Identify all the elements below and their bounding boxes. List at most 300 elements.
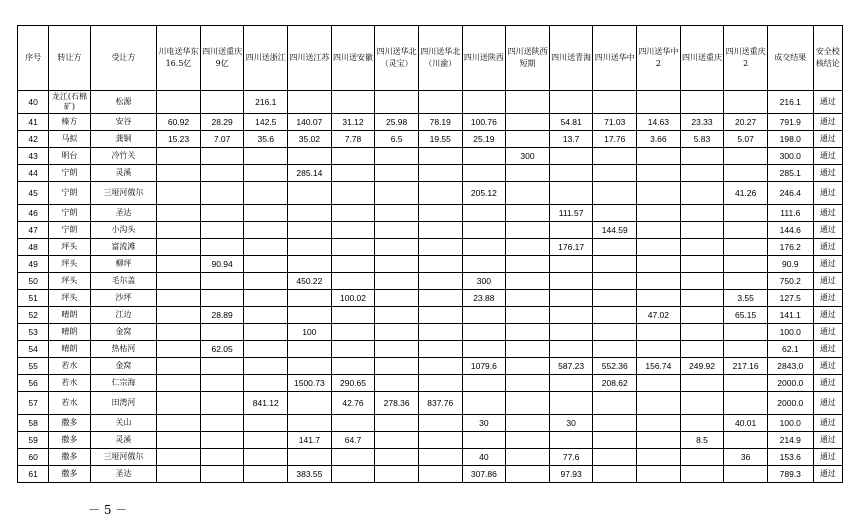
table-cell (637, 432, 681, 449)
table-cell: 90.9 (767, 256, 813, 273)
table-row (18, 182, 843, 205)
table-cell: 通过 (813, 392, 842, 415)
table-cell: 通过 (813, 449, 842, 466)
table-cell (637, 415, 681, 432)
table-cell: 71.03 (593, 114, 637, 131)
table-cell: 通过 (813, 131, 842, 148)
table-cell (462, 307, 506, 324)
table-cell: 214.9 (767, 432, 813, 449)
table-cell (549, 222, 593, 239)
table-cell (200, 239, 244, 256)
table-cell (593, 182, 637, 205)
table-cell: 35.6 (244, 131, 288, 148)
table-cell: 111.57 (549, 205, 593, 222)
table-cell (506, 222, 550, 239)
table-cell: 通过 (813, 290, 842, 307)
table-cell (200, 324, 244, 341)
table-cell: 安谷 (90, 114, 156, 131)
table-cell (462, 341, 506, 358)
table-cell: 307.86 (462, 466, 506, 483)
table-cell: 7.78 (331, 131, 375, 148)
table-cell: 144.6 (767, 222, 813, 239)
table-cell (549, 392, 593, 415)
column-header: 四川送重庆 (680, 26, 724, 91)
table-cell (157, 239, 201, 256)
table-cell (375, 415, 419, 432)
table-cell (331, 148, 375, 165)
table-cell: 64.7 (331, 432, 375, 449)
table-cell (288, 341, 332, 358)
table-cell (331, 449, 375, 466)
table-cell: 141.7 (288, 432, 332, 449)
table-cell (680, 375, 724, 392)
table-cell (418, 341, 462, 358)
table-cell (418, 239, 462, 256)
table-cell (549, 324, 593, 341)
table-cell: 789.3 (767, 466, 813, 483)
table-cell (375, 466, 419, 483)
table-cell (375, 256, 419, 273)
page-number: － 5 － (88, 503, 128, 517)
table-cell (462, 375, 506, 392)
column-header: 川电送华东16.5亿 (157, 26, 201, 91)
table-row (18, 290, 843, 307)
table-row (18, 165, 843, 182)
table-cell: 松源 (90, 91, 156, 114)
table-cell (680, 290, 724, 307)
table-cell: 383.55 (288, 466, 332, 483)
table-cell (157, 165, 201, 182)
table-cell (593, 239, 637, 256)
table-cell (418, 449, 462, 466)
table-cell (157, 148, 201, 165)
table-cell (637, 324, 681, 341)
table-cell (506, 91, 550, 114)
column-header: 序号 (18, 26, 49, 91)
table-cell: 热枯河 (90, 341, 156, 358)
table-cell (244, 222, 288, 239)
table-cell (200, 432, 244, 449)
table-cell (593, 466, 637, 483)
table-cell (200, 205, 244, 222)
table-cell: 791.9 (767, 114, 813, 131)
table-cell (506, 324, 550, 341)
table-cell (244, 273, 288, 290)
table-cell: 江边 (90, 307, 156, 324)
column-header: 受让方 (90, 26, 156, 91)
table-cell: 若水 (49, 392, 91, 415)
table-cell: 通过 (813, 432, 842, 449)
table-body (18, 91, 843, 483)
table-cell: 31.12 (331, 114, 375, 131)
table-cell (724, 239, 768, 256)
table-cell (244, 375, 288, 392)
table-cell (157, 375, 201, 392)
table-row (18, 415, 843, 432)
table-cell: 田湾河 (90, 392, 156, 415)
table-cell: 176.17 (549, 239, 593, 256)
table-cell: 通过 (813, 324, 842, 341)
table-cell: 通过 (813, 358, 842, 375)
table-cell (680, 415, 724, 432)
table-cell (288, 239, 332, 256)
table-cell (418, 165, 462, 182)
table-cell: 60.92 (157, 114, 201, 131)
table-cell (724, 273, 768, 290)
table-cell: 坪头 (49, 239, 91, 256)
table-cell (549, 341, 593, 358)
table-cell (680, 449, 724, 466)
table-cell (593, 273, 637, 290)
table-cell: 153.6 (767, 449, 813, 466)
table-cell (375, 148, 419, 165)
table-cell (549, 148, 593, 165)
table-cell: 837.76 (418, 392, 462, 415)
table-cell: 灵溪 (90, 165, 156, 182)
table-cell (593, 307, 637, 324)
table-cell (637, 165, 681, 182)
column-header: 四川送重庆2 (724, 26, 768, 91)
table-cell (506, 307, 550, 324)
table-cell: 205.12 (462, 182, 506, 205)
table-cell (375, 449, 419, 466)
column-header: 四川送青海 (549, 26, 593, 91)
table-cell (418, 358, 462, 375)
table-cell (157, 273, 201, 290)
table-cell (549, 432, 593, 449)
table-cell (331, 358, 375, 375)
table-cell: 通过 (813, 165, 842, 182)
table-cell: 176.2 (767, 239, 813, 256)
table-cell (244, 205, 288, 222)
table-cell (418, 324, 462, 341)
table-cell: 圣达 (90, 466, 156, 483)
table-cell (462, 392, 506, 415)
table-row (18, 222, 843, 239)
table-cell: 柳坪 (90, 256, 156, 273)
table-cell (724, 341, 768, 358)
table-cell: 57 (18, 392, 49, 415)
table-cell (375, 222, 419, 239)
table-cell (680, 324, 724, 341)
column-header: 四川送陕西 (462, 26, 506, 91)
table-cell (288, 392, 332, 415)
table-cell (506, 239, 550, 256)
table-cell (637, 375, 681, 392)
table-cell: 40.01 (724, 415, 768, 432)
table-cell: 5.07 (724, 131, 768, 148)
column-header: 四川送华中2 (637, 26, 681, 91)
table-cell: 841.12 (244, 392, 288, 415)
table-cell (506, 375, 550, 392)
table-cell: 35.02 (288, 131, 332, 148)
table-cell: 144.59 (593, 222, 637, 239)
table-cell (724, 205, 768, 222)
table-cell (637, 222, 681, 239)
table-cell: 54.81 (549, 114, 593, 131)
table-cell (244, 324, 288, 341)
column-header: 成交结果 (767, 26, 813, 91)
table-cell (418, 466, 462, 483)
table-cell (549, 307, 593, 324)
table-cell (244, 341, 288, 358)
table-row (18, 239, 843, 256)
table-cell: 217.16 (724, 358, 768, 375)
table-cell: 78.19 (418, 114, 462, 131)
table-cell: 41 (18, 114, 49, 131)
table-cell: 100.02 (331, 290, 375, 307)
table-cell (724, 256, 768, 273)
table-cell: 52 (18, 307, 49, 324)
table-cell: 50 (18, 273, 49, 290)
table-cell: 坪头 (49, 256, 91, 273)
table-cell (375, 358, 419, 375)
table-cell (506, 114, 550, 131)
table-cell (200, 358, 244, 375)
table-cell (506, 432, 550, 449)
table-cell: 56 (18, 375, 49, 392)
table-cell (418, 307, 462, 324)
table-cell: 587.23 (549, 358, 593, 375)
table-cell (506, 466, 550, 483)
table-cell (637, 256, 681, 273)
table-cell (331, 341, 375, 358)
table-cell: 13.7 (549, 131, 593, 148)
table-cell: 249.92 (680, 358, 724, 375)
table-cell: 77.6 (549, 449, 593, 466)
table-cell: 撒多 (49, 466, 91, 483)
table-cell (244, 165, 288, 182)
table-cell: 毛尔盖 (90, 273, 156, 290)
table-cell: 若水 (49, 358, 91, 375)
table-cell (200, 222, 244, 239)
table-cell (418, 290, 462, 307)
table-cell: 750.2 (767, 273, 813, 290)
table-cell (506, 205, 550, 222)
table-cell: 25.98 (375, 114, 419, 131)
table-cell (157, 415, 201, 432)
table-cell: 14.63 (637, 114, 681, 131)
column-header: 安全校核结论 (813, 26, 842, 91)
table-cell: 111.6 (767, 205, 813, 222)
table-cell (418, 148, 462, 165)
table-cell: 47.02 (637, 307, 681, 324)
table-cell: 通过 (813, 307, 842, 324)
table-cell: 3.55 (724, 290, 768, 307)
table-cell (724, 392, 768, 415)
column-header: 四川送江苏 (288, 26, 332, 91)
table-cell (680, 182, 724, 205)
table-cell (157, 290, 201, 307)
table-cell (593, 256, 637, 273)
table-cell: 关山 (90, 415, 156, 432)
column-header: 四川送安徽 (331, 26, 375, 91)
table-cell (462, 165, 506, 182)
table-cell (593, 324, 637, 341)
table-cell: 46 (18, 205, 49, 222)
table-cell (724, 165, 768, 182)
table-cell (724, 375, 768, 392)
table-cell (637, 91, 681, 114)
table-cell: 100 (288, 324, 332, 341)
table-cell (549, 91, 593, 114)
table-cell (331, 165, 375, 182)
table-cell: 198.0 (767, 131, 813, 148)
table-cell (244, 290, 288, 307)
table-cell: 2843.0 (767, 358, 813, 375)
table-cell: 51 (18, 290, 49, 307)
table-cell: 19.55 (418, 131, 462, 148)
table-cell (506, 415, 550, 432)
table-row (18, 341, 843, 358)
table-cell: 141.1 (767, 307, 813, 324)
table-cell (724, 324, 768, 341)
table-cell (593, 290, 637, 307)
table-cell: 20.27 (724, 114, 768, 131)
table-cell (200, 415, 244, 432)
table-cell (506, 290, 550, 307)
table-cell (200, 273, 244, 290)
table-cell (244, 432, 288, 449)
table-cell (288, 449, 332, 466)
table-cell (637, 449, 681, 466)
table-cell (200, 290, 244, 307)
table-cell (724, 148, 768, 165)
table-cell (331, 273, 375, 290)
table-cell (506, 341, 550, 358)
table-cell (157, 449, 201, 466)
table-cell (157, 466, 201, 483)
table-cell: 300 (506, 148, 550, 165)
table-cell (200, 91, 244, 114)
table-cell (375, 91, 419, 114)
table-cell: 三垭河俄尔 (90, 449, 156, 466)
table-cell: 41.26 (724, 182, 768, 205)
table-cell (200, 165, 244, 182)
table-cell (418, 432, 462, 449)
table-cell (244, 358, 288, 375)
table-cell (375, 205, 419, 222)
table-cell (506, 449, 550, 466)
table-cell (593, 165, 637, 182)
table-cell: 278.36 (375, 392, 419, 415)
table-cell (680, 148, 724, 165)
table-cell (200, 375, 244, 392)
table-cell: 晴朗 (49, 341, 91, 358)
column-header: 转让方 (49, 26, 91, 91)
table-cell (418, 182, 462, 205)
table-cell (418, 375, 462, 392)
table-cell: 1079.6 (462, 358, 506, 375)
table-row (18, 466, 843, 483)
table-cell (157, 341, 201, 358)
table-cell: 23.88 (462, 290, 506, 307)
table-cell (244, 307, 288, 324)
table-row (18, 91, 843, 114)
table-row (18, 131, 843, 148)
table-row (18, 256, 843, 273)
table-cell (157, 256, 201, 273)
table-cell: 明台 (49, 148, 91, 165)
table-cell (200, 449, 244, 466)
table-cell: 3.66 (637, 131, 681, 148)
table-cell (637, 392, 681, 415)
table-cell (157, 182, 201, 205)
table-cell (680, 165, 724, 182)
table-cell (418, 91, 462, 114)
table-cell (549, 273, 593, 290)
table-cell: 撒多 (49, 415, 91, 432)
table-cell: 30 (462, 415, 506, 432)
table-cell: 宁朗 (49, 205, 91, 222)
table-cell (637, 466, 681, 483)
table-cell (462, 239, 506, 256)
table-cell (680, 256, 724, 273)
table-cell (331, 222, 375, 239)
table-cell: 246.4 (767, 182, 813, 205)
table-cell: 300 (462, 273, 506, 290)
table-cell: 通过 (813, 273, 842, 290)
table-cell (680, 392, 724, 415)
table-cell: 2000.0 (767, 375, 813, 392)
table-cell (462, 148, 506, 165)
table-cell: 通过 (813, 205, 842, 222)
table-cell (593, 91, 637, 114)
table-cell (157, 307, 201, 324)
table-cell (288, 222, 332, 239)
table-cell: 28.29 (200, 114, 244, 131)
table-cell (637, 239, 681, 256)
table-cell (680, 341, 724, 358)
table-cell: 100.76 (462, 114, 506, 131)
table-cell: 100.0 (767, 324, 813, 341)
table-row (18, 449, 843, 466)
table-cell (506, 358, 550, 375)
table-cell: 300.0 (767, 148, 813, 165)
table-cell (593, 205, 637, 222)
table-cell (680, 466, 724, 483)
table-cell (331, 466, 375, 483)
column-header: 四川送华北（川渝） (418, 26, 462, 91)
table-cell: 127.5 (767, 290, 813, 307)
table-cell (288, 307, 332, 324)
table-cell (200, 182, 244, 205)
table-cell (462, 91, 506, 114)
table-cell: 冷竹关 (90, 148, 156, 165)
table-cell: 灵溪 (90, 432, 156, 449)
table-cell (724, 91, 768, 114)
table-cell (593, 392, 637, 415)
table-cell (375, 165, 419, 182)
table-row (18, 392, 843, 415)
table-cell: 49 (18, 256, 49, 273)
table-cell (462, 432, 506, 449)
table-cell (593, 341, 637, 358)
table-cell: 龙江(石棉矿) (49, 91, 91, 114)
table-cell: 53 (18, 324, 49, 341)
table-cell (680, 222, 724, 239)
table-cell: 290.65 (331, 375, 375, 392)
table-row (18, 307, 843, 324)
table-cell (418, 415, 462, 432)
table-cell (200, 466, 244, 483)
table-cell (375, 324, 419, 341)
table-cell (593, 415, 637, 432)
table-cell: 富流滩 (90, 239, 156, 256)
table-cell: 通过 (813, 148, 842, 165)
table-cell (375, 290, 419, 307)
table-cell (462, 205, 506, 222)
